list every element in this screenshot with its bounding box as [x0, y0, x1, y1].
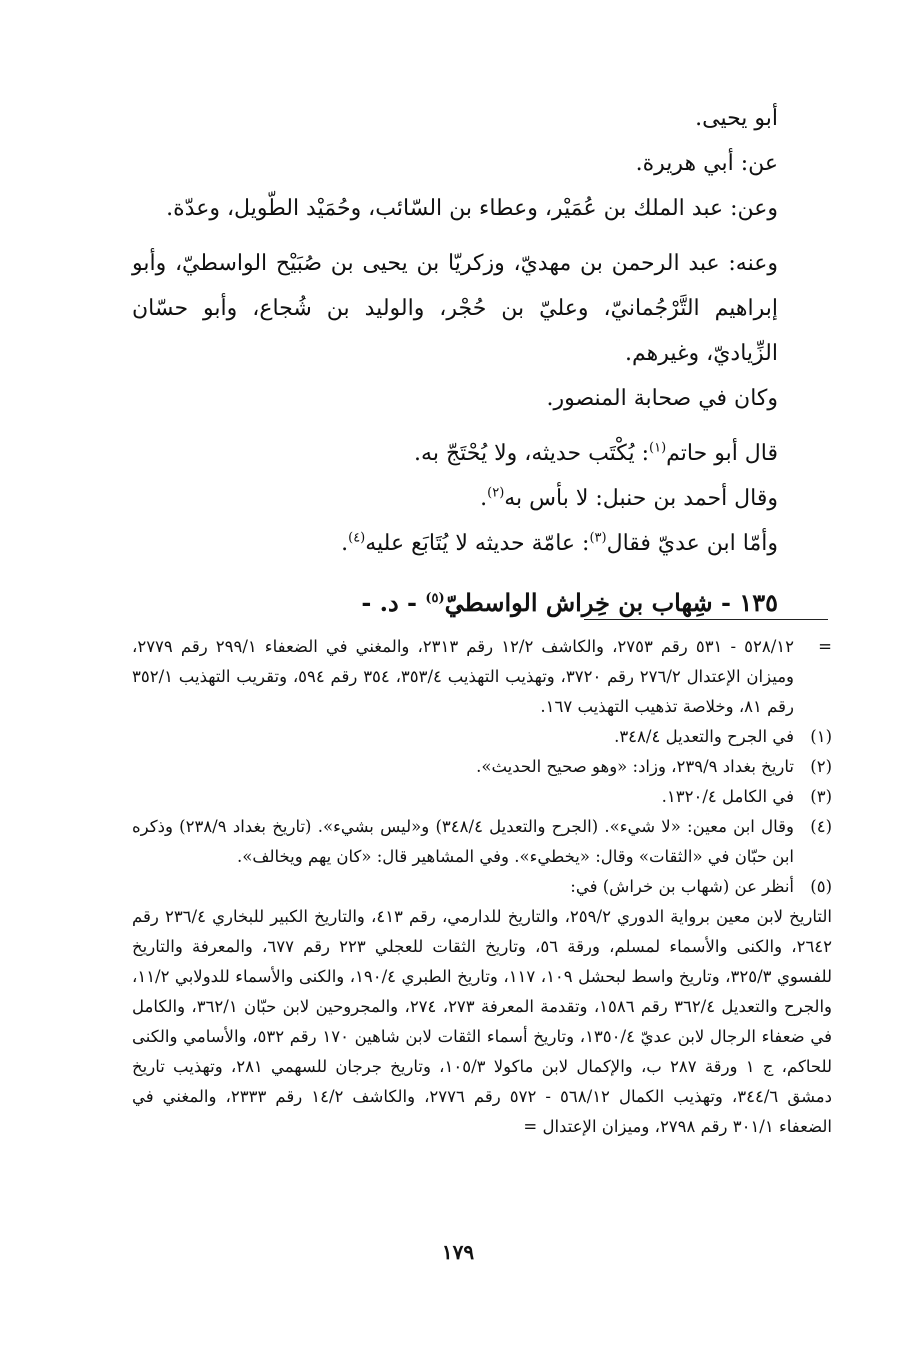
footnote-number: (٢) [810, 757, 832, 776]
footnote-ref[interactable]: (٤) [348, 530, 366, 546]
footnote-text: وقال ابن معين: «لا شيء». (الجرح والتعديل ٣٤٨/٤) و«ليس بشيء». (تاريخ بغداد ٢٣٨/٩) وذكره ابن حبّان في «الثقات» وقال: «يخطيء». وفي المشاهير قال: «كان يهم ويخالف». [132, 817, 795, 866]
footnote-3 [132, 782, 832, 812]
footnote-text: في الجرح والتعديل ٣٤٨/٤. [614, 727, 794, 746]
footnote-ref[interactable]: (١) [649, 440, 667, 456]
main-line: أبو يحيى. [695, 106, 778, 131]
main-line: وعن: عبد الملك بن عُمَيْر، وعطاء بن السّائب، وحُمَيْد الطّويل، وعدّة. [166, 196, 778, 221]
footnote-separator [584, 619, 828, 620]
main-text [132, 96, 832, 625]
main-line: عن: أبي هريرة. [635, 151, 778, 176]
footnote-text: في الكامل ١٣٢٠/٤. [661, 787, 794, 806]
footnote-number: (٥) [810, 877, 832, 896]
footnote-text: ٥٢٨/١٢ - ٥٣١ رقم ٢٧٥٣، والكاشف ١٢/٢ رقم ٢٣١٣، والمغني في الضعفاء ٢٩٩/١ رقم ٢٧٧٩، وميزان الإعتدال ٢٧٦/٢ رقم ٣٧٢٠، وتهذيب التهذيب ٣٥٣/٤، ٣٥٤ رقم ٥٩٤، وتقريب التهذيب ٣٥٢/١ رقم ٨١، وخلاصة تذهيب التهذيب ١٦٧. [132, 637, 795, 716]
continuation-mark: = [818, 637, 832, 656]
main-line: وكان في صحابة المنصور. [546, 386, 778, 411]
footnote-number: (١) [810, 727, 832, 746]
footnotes [132, 632, 832, 1142]
quote-abu-hatim: قال أبو حاتم$^{(١)}$: يُكْتَب حديثه، ولا يُحْتَجّ به. [414, 440, 778, 466]
footnote-1 [132, 722, 832, 752]
footnote-continued [132, 632, 832, 722]
entry-heading: ١٣٥ - شِهاب بن خِراش الواسطيّ$^{(٥)}$ - د. - [361, 588, 778, 617]
footnote-5 [132, 872, 832, 1142]
footnote-text: تاريخ بغداد ٢٣٩/٩، وزاد: «وهو صحيح الحديث». [476, 757, 794, 776]
quote-ahmad: وقال أحمد بن حنبل: لا بأس به$^{(٢)}$. [480, 485, 778, 511]
footnote-ref[interactable]: (٣) [589, 530, 607, 546]
footnote-text: التاريخ لابن معين برواية الدوري ٢٥٩/٢، والتاريخ للدارمي، رقم ٤١٣، والتاريخ الكبير للبخاري ٢٣٦/٤ رقم ٢٦٤٢، والكنى والأسماء لمسلم، ورقة ٥٦، وتاريخ الثقات للعجلي ٢٢٣ رقم ٦٧٧، والمعرفة والتاريخ للفسوي ٣٢٥/٣، وتاريخ واسط لبحشل ١٠٩، ١١٧، وتاريخ الطبري ١٩٠/٤، والكنى والأسماء للدولابي ١١/٢، والجرح والتعديل ٣٦٢/٤ رقم ١٥٨٦، وتقدمة المعرفة ٢٧٣، ٢٧٤، والمجروحين لابن حبّان ٣٦٢/١، والكامل في ضعفاء الرجال لابن عديّ ١٣٥٠/٤، وتاريخ أسماء الثقات لابن شاهين ١٧٠ رقم ٥٣٢، والأسامي والكنى للحاكم، ج ١ ورقة ٢٨٧ ب، والإكمال لابن ماكولا ١٠٥/٣، وتاريخ جرجان للسهمي ٢٨١، وتهذيب تاريخ دمشق ٣٤٤/٦، وتهذيب الكمال ٥٦٨/١٢ - ٥٧٢ رقم ٢٧٧٦، والكاشف ١٤/٢ رقم ٢٣٣٣، والمغني في الضعفاء ٣٠١/١ رقم ٢٧٩٨، وميزان الإعتدال = [132, 907, 833, 1136]
footnote-4 [132, 812, 832, 872]
page-number: ١٧٩ [441, 1240, 475, 1264]
main-paragraph: وعنه: عبد الرحمن بن مهديّ، وزكريّا بن يحيى بن صُبَيْح الواسطيّ، وأبو إبراهيم التَّرْجُمانيّ، وعليّ بن حُجْر، والوليد بن شُجاع، وأبو حسّان الزِّياديّ، وغيرهم. [132, 251, 778, 366]
footnote-heading: أنظر عن (شهاب بن خراش) في: [570, 877, 794, 896]
footnote-ref[interactable]: (٢) [487, 485, 505, 501]
footnote-ref[interactable]: (٥) [425, 591, 445, 606]
quote-ibn-adi: وأمّا ابن عديّ فقال$^{(٣)}$: عامّة حديثه لا يُتَابَع عليه$^{(٤)}$. [341, 530, 778, 556]
footnote-2 [132, 752, 832, 782]
footnote-number: (٣) [810, 787, 832, 806]
footnote-number: (٤) [810, 817, 832, 836]
